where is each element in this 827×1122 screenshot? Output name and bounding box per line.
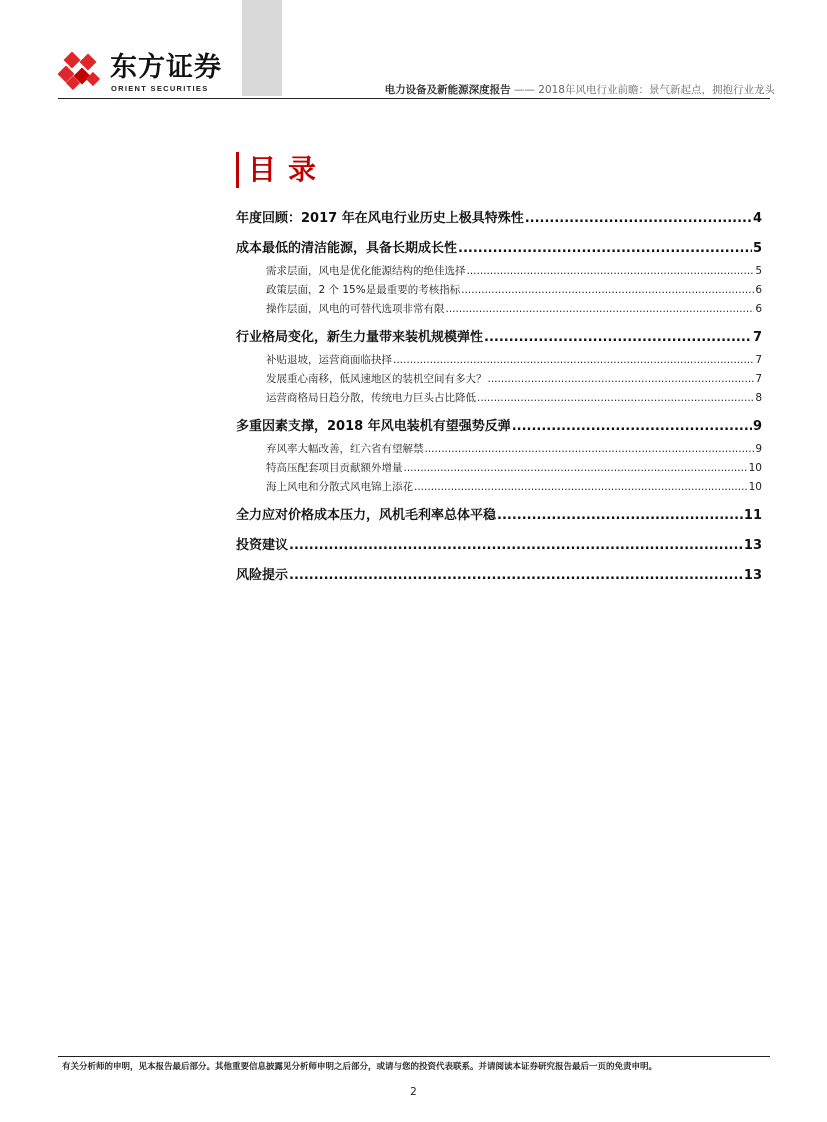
toc-dot-leader <box>446 300 755 319</box>
brand-name-cn: 东方证券 <box>110 52 222 83</box>
toc-entry-title: 全力应对价格成本压力，风机毛利率总体平稳 <box>236 508 497 523</box>
header-gray-tab <box>242 0 282 96</box>
toc-dot-leader <box>512 416 752 438</box>
toc-entry-title: 年度回顾：2017 年在风电行业历史上极具特殊性 <box>236 211 524 226</box>
toc-dot-leader <box>477 389 754 408</box>
toc-page-number: 6 <box>755 303 762 315</box>
toc-entry-title: 风险提示 <box>236 568 289 583</box>
toc-section-entry[interactable] <box>236 565 762 587</box>
header-rule <box>58 98 770 99</box>
toc-entry-title: 多重因素支撑，2018 年风电装机有望强势反弹 <box>236 419 511 434</box>
toc-dot-leader <box>484 327 752 349</box>
toc-entry-title: 投资建议 <box>236 538 289 553</box>
toc-dot-leader <box>488 370 755 389</box>
toc-section-entry[interactable] <box>236 535 762 557</box>
toc-page-number: 10 <box>748 462 762 474</box>
toc-entry-title: 成本最低的清洁能源，具备长期成长性 <box>236 241 458 256</box>
toc-heading-bar <box>236 152 239 188</box>
toc-page-number: 5 <box>755 265 762 277</box>
toc-section-entry[interactable] <box>236 208 762 230</box>
toc-entry-title: 弃风率大幅改善，红六省有望解禁 <box>266 443 424 455</box>
toc-page-number: 10 <box>748 481 762 493</box>
toc-subsection-entry[interactable] <box>236 351 762 370</box>
toc-entry-title: 行业格局变化，新生力量带来装机规模弹性 <box>236 330 484 345</box>
toc-entry-title: 操作层面，风电的可替代选项非常有限 <box>266 303 445 315</box>
toc-entry-title: 需求层面，风电是优化能源结构的绝佳选择 <box>266 265 466 277</box>
toc-page-number: 5 <box>752 241 762 256</box>
toc-section-entry[interactable] <box>236 416 762 438</box>
toc-subsection-entry[interactable] <box>236 300 762 319</box>
toc-dot-leader <box>414 478 748 497</box>
toc-subsection-entry[interactable] <box>236 478 762 497</box>
report-category: 电力设备及新能源深度报告 <box>384 84 511 96</box>
page-number: 2 <box>410 1086 417 1098</box>
toc-dot-leader <box>404 459 748 478</box>
toc-subsection-entry[interactable] <box>236 281 762 300</box>
brand-name-en: ORIENT SECURITIES <box>111 84 209 93</box>
toc-page-number: 4 <box>752 211 762 226</box>
toc-dot-leader <box>525 208 752 230</box>
toc-dot-leader <box>289 535 743 557</box>
footer-disclaimer: 有关分析师的申明，见本报告最后部分。其他重要信息披露见分析师申明之后部分，或请与您的投资代表联系。并请阅读本证券研究报告最后一页的免责申明。 <box>62 1062 658 1072</box>
toc-entry-title: 运营商格局日趋分散，传统电力巨头占比降低 <box>266 392 476 404</box>
toc-dot-leader <box>461 281 754 300</box>
toc-page-number: 7 <box>752 330 762 345</box>
toc-heading: 目录 <box>248 153 329 186</box>
toc-section-entry[interactable] <box>236 238 762 260</box>
header-separator: —— <box>513 84 535 96</box>
report-header <box>385 82 775 97</box>
toc-page-number: 6 <box>755 284 762 296</box>
toc-subsection-entry[interactable] <box>236 440 762 459</box>
toc-dot-leader <box>393 351 754 370</box>
toc-entry-title: 发展重心南移，低风速地区的装机空间有多大？ <box>266 373 487 385</box>
toc-dot-leader <box>425 440 755 459</box>
toc-subsection-entry[interactable] <box>236 370 762 389</box>
toc-section-entry[interactable] <box>236 505 762 527</box>
toc-page-number: 11 <box>743 508 762 523</box>
toc-dot-leader <box>289 565 743 587</box>
toc-entry-title: 政策层面，2 个 15%是最重要的考核指标 <box>266 284 461 296</box>
toc-section-entry[interactable] <box>236 327 762 349</box>
toc-dot-leader <box>497 505 743 527</box>
toc-page-number: 7 <box>755 373 762 385</box>
toc-dot-leader <box>467 262 755 281</box>
toc-entry-title: 特高压配套项目贡献额外增量 <box>266 462 403 474</box>
company-logo <box>58 52 228 96</box>
orient-securities-logo-icon <box>58 52 106 92</box>
toc-page-number: 9 <box>755 443 762 455</box>
footer-rule <box>58 1056 770 1057</box>
toc-page-number: 13 <box>743 538 762 553</box>
toc-dot-leader <box>458 238 752 260</box>
toc-page-number: 13 <box>743 568 762 583</box>
toc-subsection-entry[interactable] <box>236 262 762 281</box>
toc-page-number: 9 <box>752 419 762 434</box>
toc-subsection-entry[interactable] <box>236 389 762 408</box>
toc-subsection-entry[interactable] <box>236 459 762 478</box>
toc-entry-title: 海上风电和分散式风电锦上添花 <box>266 481 413 493</box>
toc-page-number: 8 <box>755 392 762 404</box>
toc-entry-title: 补贴退坡，运营商面临抉择 <box>266 354 392 366</box>
table-of-contents <box>236 208 762 587</box>
report-title: 2018年风电行业前瞻：景气新起点，拥抱行业龙头 <box>538 84 775 96</box>
toc-page-number: 7 <box>755 354 762 366</box>
